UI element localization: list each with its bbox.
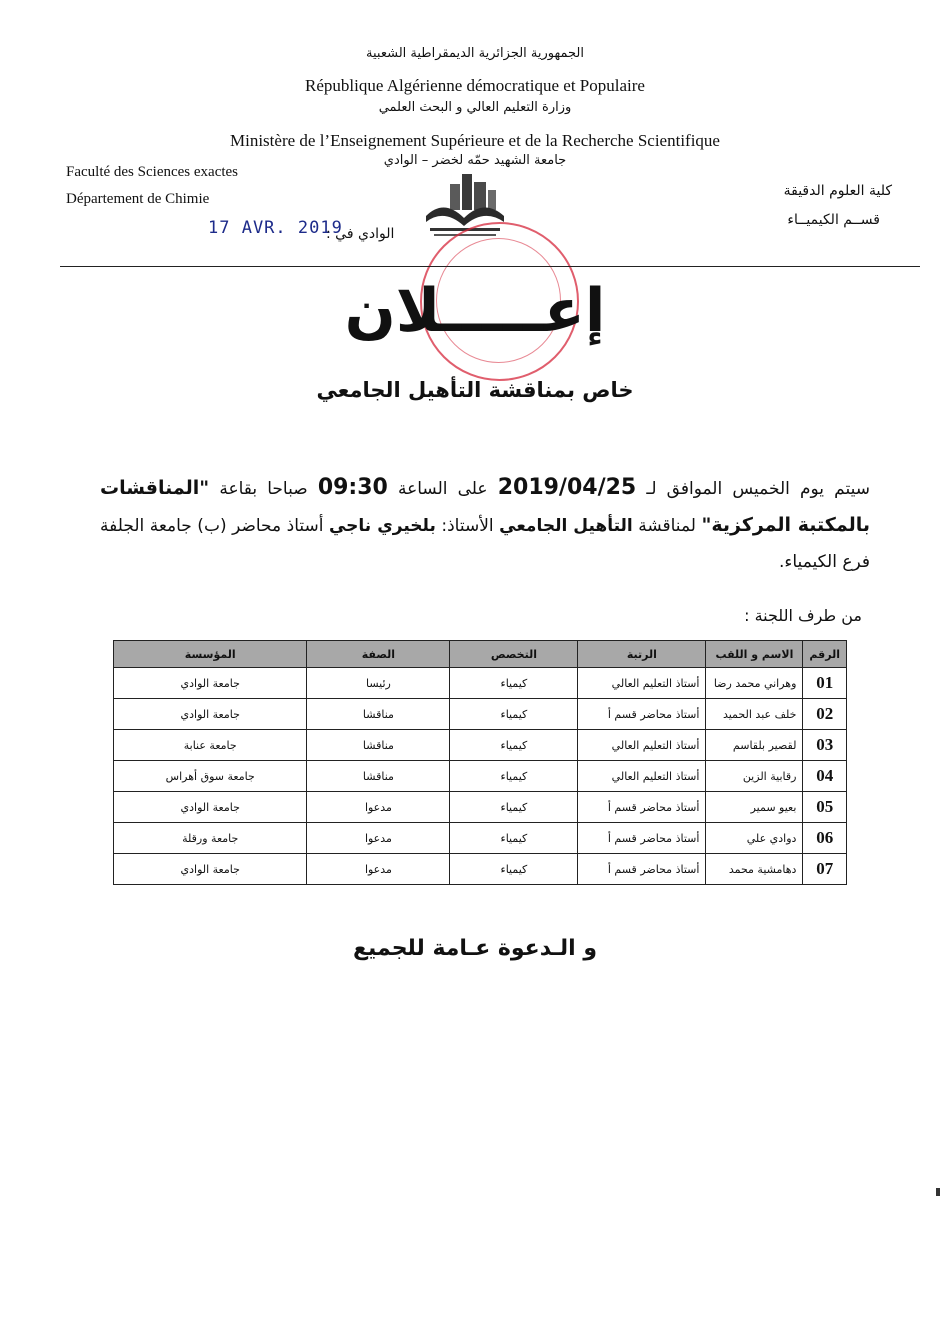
member-institution: جامعة ورقلة <box>114 823 307 854</box>
candidate-name: بلخيري ناجي <box>328 516 436 536</box>
table-header-row <box>114 641 847 668</box>
habilitation-label: التأهيل الجامعي <box>499 516 633 536</box>
row-number: 04 <box>803 761 847 792</box>
member-institution: جامعة الوادي <box>114 854 307 885</box>
member-role: مدعوا <box>307 792 450 823</box>
row-number: 03 <box>803 730 847 761</box>
member-rank: أستاذ التعليم العالي <box>578 730 706 761</box>
closing-invitation: و الـدعوة عـامة للجميع <box>352 936 598 961</box>
row-number: 02 <box>803 699 847 730</box>
table-row <box>114 730 847 761</box>
committee-table <box>113 640 847 885</box>
header-name: الاسم و اللقب <box>706 641 803 668</box>
table-row <box>114 792 847 823</box>
header-rank: الرتبة <box>578 641 706 668</box>
defense-date: 2019/04/25 <box>497 475 637 500</box>
republic-french: République Algérienne démocratique et Populaire <box>305 76 645 95</box>
member-role: مناقشا <box>307 730 450 761</box>
member-name: خلف عبد الحميد <box>706 699 803 730</box>
table-row <box>114 854 847 885</box>
member-specialty: كيمياء <box>450 761 578 792</box>
member-role: مدعوا <box>307 823 450 854</box>
member-rank: أستاذ محاضر قسم أ <box>578 854 706 885</box>
table-row <box>114 668 847 699</box>
member-rank: أستاذ التعليم العالي <box>578 761 706 792</box>
table-row <box>114 823 847 854</box>
member-rank: أستاذ محاضر قسم أ <box>578 792 706 823</box>
member-name: دوادي علي <box>706 823 803 854</box>
faculty-arabic: كلية العلوم الدقيقة <box>783 183 892 199</box>
header-specialty: التخصص <box>450 641 578 668</box>
member-institution: جامعة سوق أهراس <box>114 761 307 792</box>
ministry-french: Ministère de l’Enseignement Supérieure et de la Recherche Scientifique <box>230 131 720 150</box>
member-role: رئيسا <box>307 668 450 699</box>
announcement-body <box>100 470 870 580</box>
ministry-arabic: وزارة التعليم العالي و البحث العلمي <box>378 100 572 115</box>
member-role: مناقشا <box>307 761 450 792</box>
member-specialty: كيمياء <box>450 792 578 823</box>
defense-hall: "المناقشات بالمكتبة المركزية" <box>100 477 870 536</box>
department-french: Département de Chimie <box>66 191 210 207</box>
row-number: 06 <box>803 823 847 854</box>
member-name: دهامشية محمد <box>706 854 803 885</box>
university-arabic: جامعة الشهيد حمّه لخضر – الوادي <box>383 153 567 168</box>
member-specialty: كيمياء <box>450 730 578 761</box>
member-specialty: كيمياء <box>450 699 578 730</box>
announcement-title: إعـــــلان <box>344 276 606 346</box>
header-divider <box>60 266 920 267</box>
member-name: وهراني محمد رضا <box>706 668 803 699</box>
header-role: الصفة <box>307 641 450 668</box>
member-role: مدعوا <box>307 854 450 885</box>
member-institution: جامعة الوادي <box>114 668 307 699</box>
member-specialty: كيمياء <box>450 823 578 854</box>
body-text-6: أستاذ محاضر (ب) جامعة الجلفة فرع الكيمياء. <box>100 516 870 572</box>
faculty-french: Faculté des Sciences exactes <box>66 164 239 180</box>
body-text-5: الأستاذ: <box>435 516 500 536</box>
row-number: 07 <box>803 854 847 885</box>
announcement-subtitle: خاص بمناقشة التأهيل الجامعي <box>316 378 634 402</box>
scan-mark <box>936 1188 940 1196</box>
member-name: لقصير بلقاسم <box>706 730 803 761</box>
member-name: رقابية الزين <box>706 761 803 792</box>
row-number: 01 <box>803 668 847 699</box>
member-specialty: كيمياء <box>450 668 578 699</box>
table-row <box>114 761 847 792</box>
header-institution: المؤسسة <box>114 641 307 668</box>
defense-time: 09:30 <box>317 475 388 500</box>
date-stamp: 17 AVR. 2019 <box>208 218 343 238</box>
member-institution: جامعة عنابة <box>114 730 307 761</box>
republic-arabic: الجمهورية الجزائرية الديمقراطية الشعبية <box>366 46 584 61</box>
body-text-4: لمناقشة <box>632 516 702 536</box>
date-label: الوادي في : <box>326 226 395 242</box>
member-institution: جامعة الوادي <box>114 699 307 730</box>
member-role: مناقشا <box>307 699 450 730</box>
member-specialty: كيمياء <box>450 854 578 885</box>
member-rank: أستاذ محاضر قسم أ <box>578 699 706 730</box>
member-name: بعيو سمير <box>706 792 803 823</box>
member-rank: أستاذ التعليم العالي <box>578 668 706 699</box>
body-text-1: سيتم يوم الخميس الموافق لـ <box>636 479 870 499</box>
table-row <box>114 699 847 730</box>
member-rank: أستاذ محاضر قسم أ <box>578 823 706 854</box>
body-text-2: على الساعة <box>387 479 498 499</box>
row-number: 05 <box>803 792 847 823</box>
department-arabic: قســم الكيميــاء <box>787 212 880 228</box>
member-institution: جامعة الوادي <box>114 792 307 823</box>
committee-label: من طرف اللجنة : <box>744 606 862 625</box>
header-number: الرقم <box>803 641 847 668</box>
body-text-3: صباحا بقاعة <box>209 479 318 499</box>
